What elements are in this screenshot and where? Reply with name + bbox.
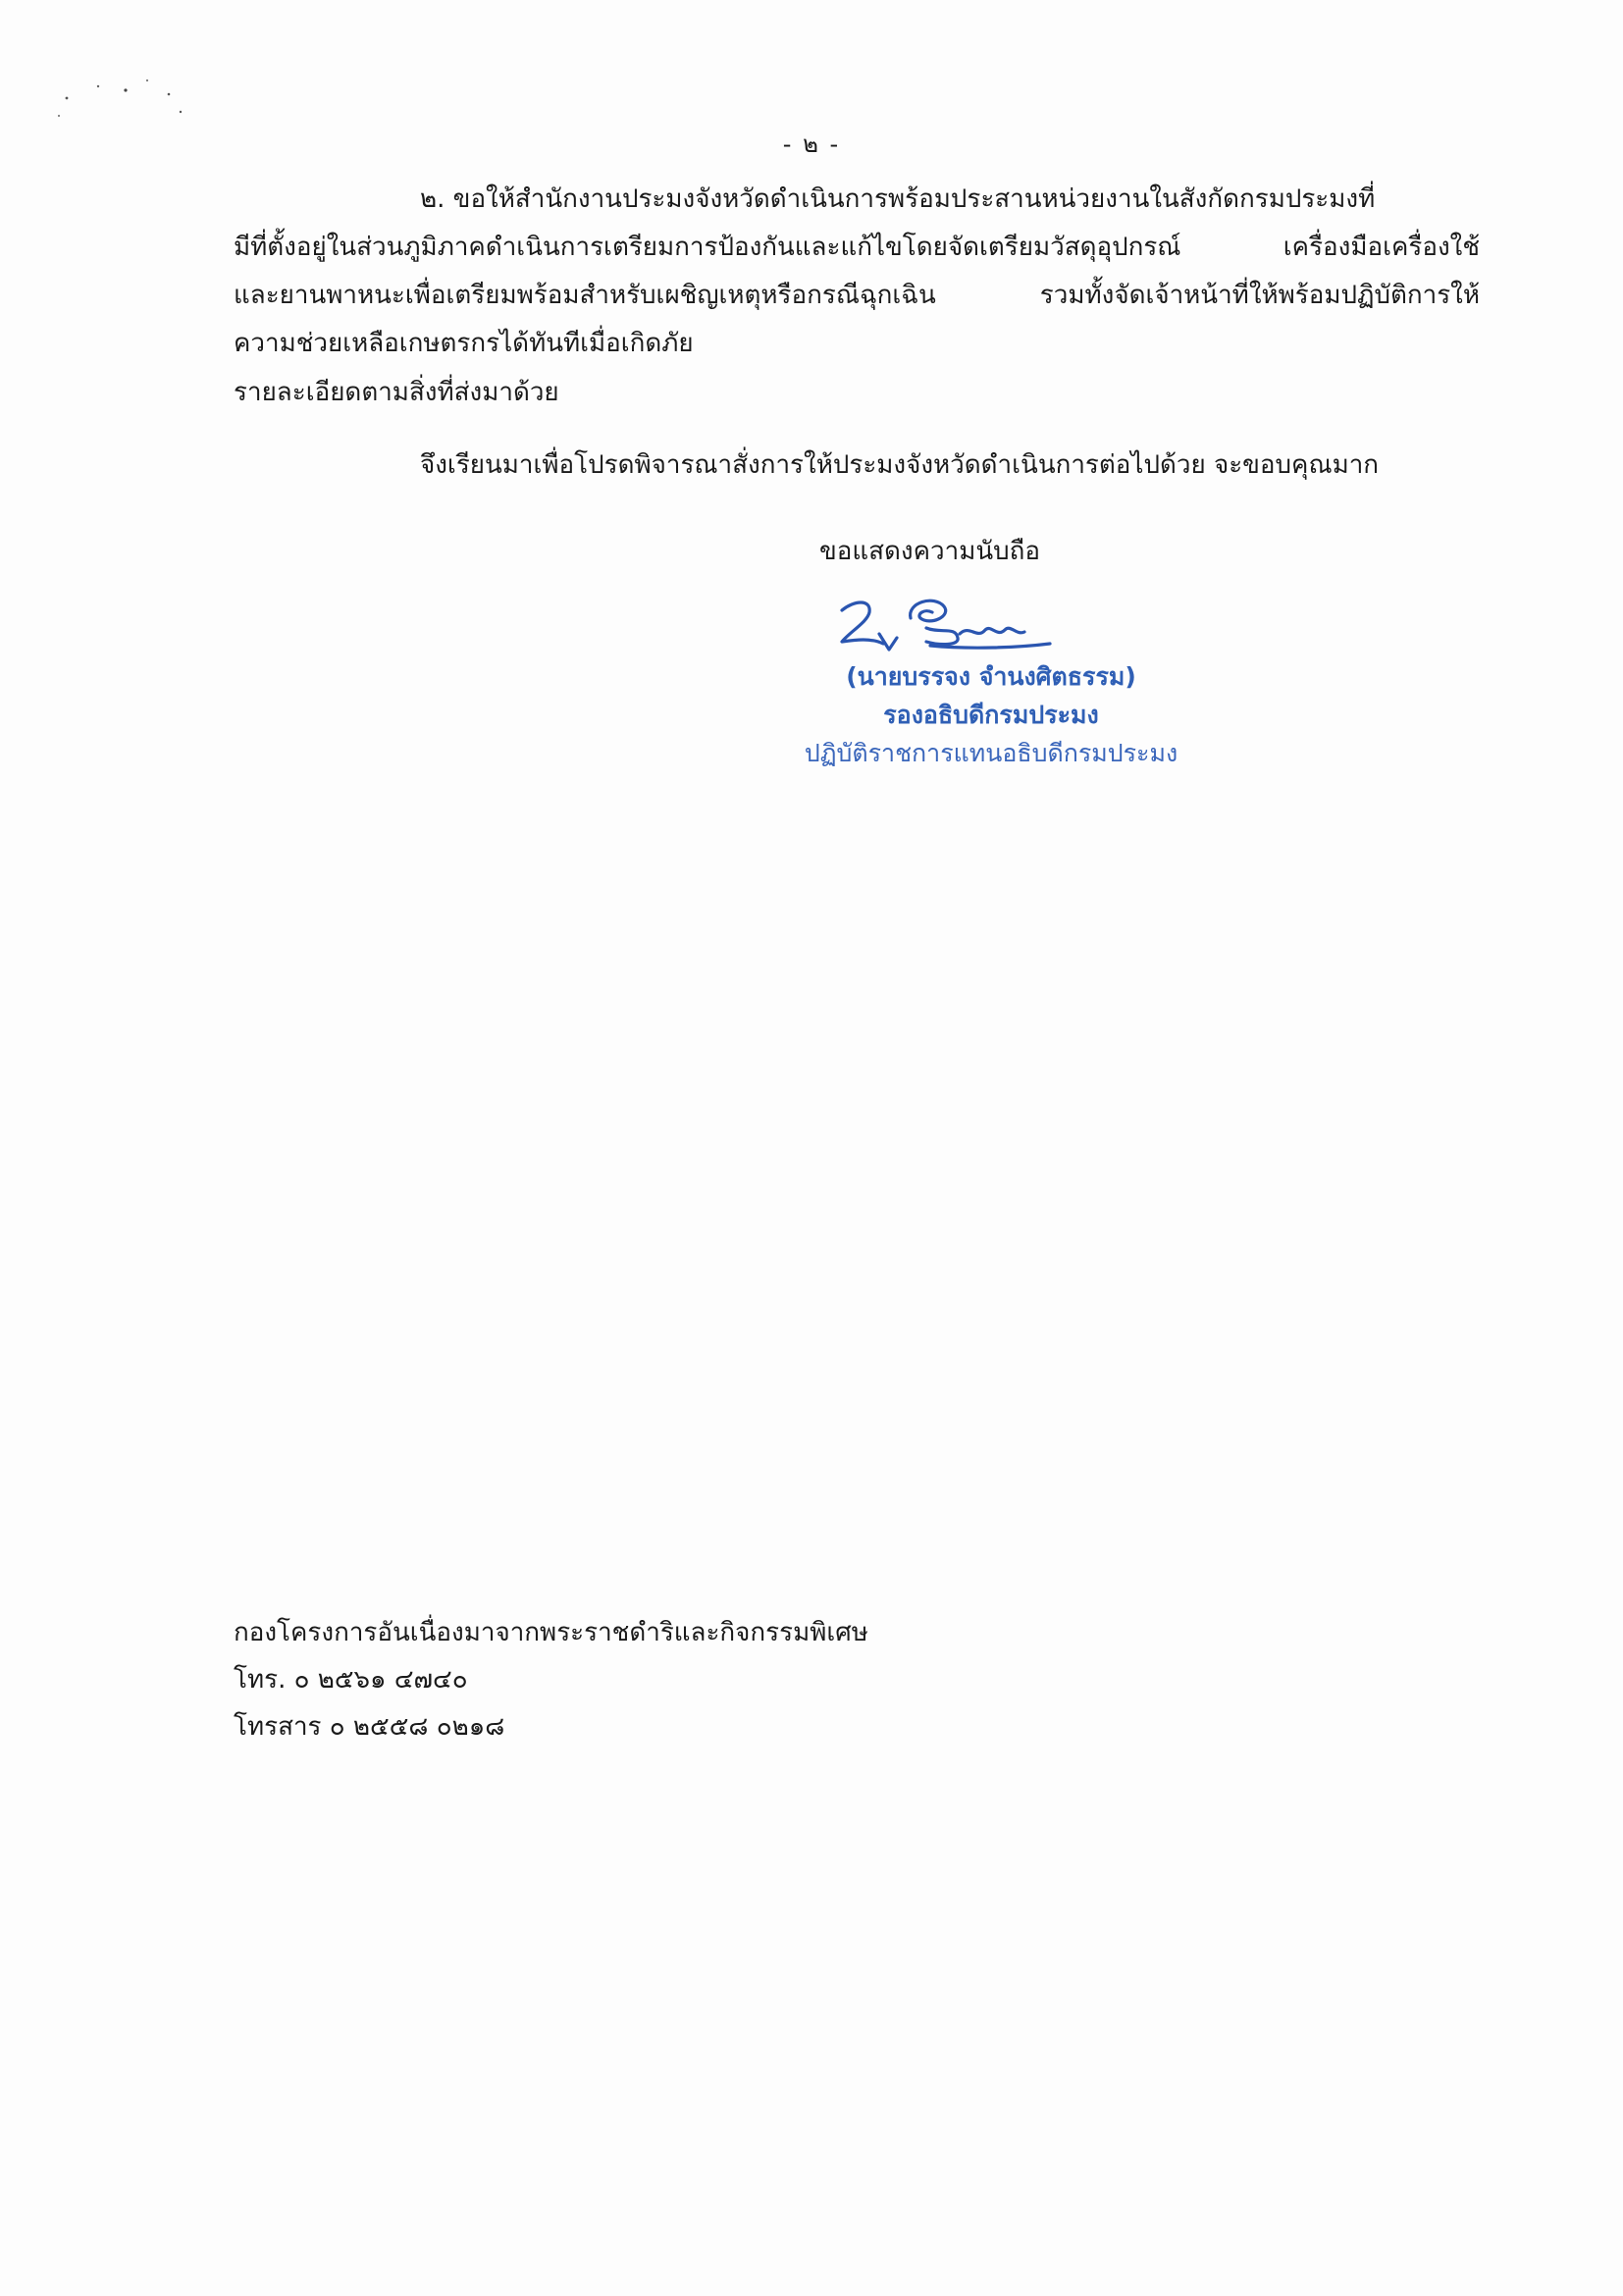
paragraph-item-2 — [234, 176, 1480, 368]
signer-title: รองอธิบดีกรมประมง — [883, 701, 1099, 729]
scan-artifact-specks — [39, 69, 196, 128]
footer-department: กองโครงการอันเนื่องมาจากพระราชดำริและกิจกรรมพิเศษ — [234, 1618, 868, 1647]
closing-sentence: จึงเรียนมาเพื่อโปรดพิจารณาสั่งการให้ประมงจังหวัดดำเนินการต่อไปด้วย จะขอบคุณมาก — [420, 450, 1380, 480]
handwritten-signature — [832, 589, 1058, 659]
footer-contact — [234, 1609, 868, 1750]
signer-name: (นายบรรจง จำนงศิตธรรม) — [846, 662, 1136, 691]
signer-acting-title: ปฏิบัติราชการแทนอธิบดีกรมประมง — [804, 739, 1178, 767]
paragraph-line: มีที่ตั้งอยู่ในส่วนภูมิภาคดำเนินการเตรียมการป้องกันและแก้ไขโดยจัดเตรียมวัสดุอุปกรณ์ เครื่องมือเครื่องใช้ — [234, 233, 1480, 262]
attachment-note: รายละเอียดตามสิ่งที่ส่งมาด้วย — [234, 378, 559, 407]
paragraph-line: และยานพาหนะเพื่อเตรียมพร้อมสำหรับเผชิญเหตุหรือกรณีฉุกเฉิน รวมทั้งจัดเจ้าหน้าที่ให้พร้อมปฏิบัติการให้ — [234, 281, 1480, 310]
footer-phone: โทร. ๐ ๒๕๖๑ ๔๗๔๐ — [234, 1665, 468, 1695]
signer-block — [746, 657, 1236, 772]
page-number: - ๒ - — [782, 130, 841, 158]
paragraph-line: ความช่วยเหลือเกษตรกรได้ทันทีเมื่อเกิดภัย — [234, 329, 694, 358]
salutation: ขอแสดงความนับถือ — [819, 537, 1040, 566]
paragraph-line: ๒. ขอให้สำนักงานประมงจังหวัดดำเนินการพร้อมประสานหน่วยงานในสังกัดกรมประมงที่ — [420, 184, 1376, 214]
footer-fax: โทรสาร ๐ ๒๕๕๘ ๐๒๑๘ — [234, 1712, 505, 1742]
